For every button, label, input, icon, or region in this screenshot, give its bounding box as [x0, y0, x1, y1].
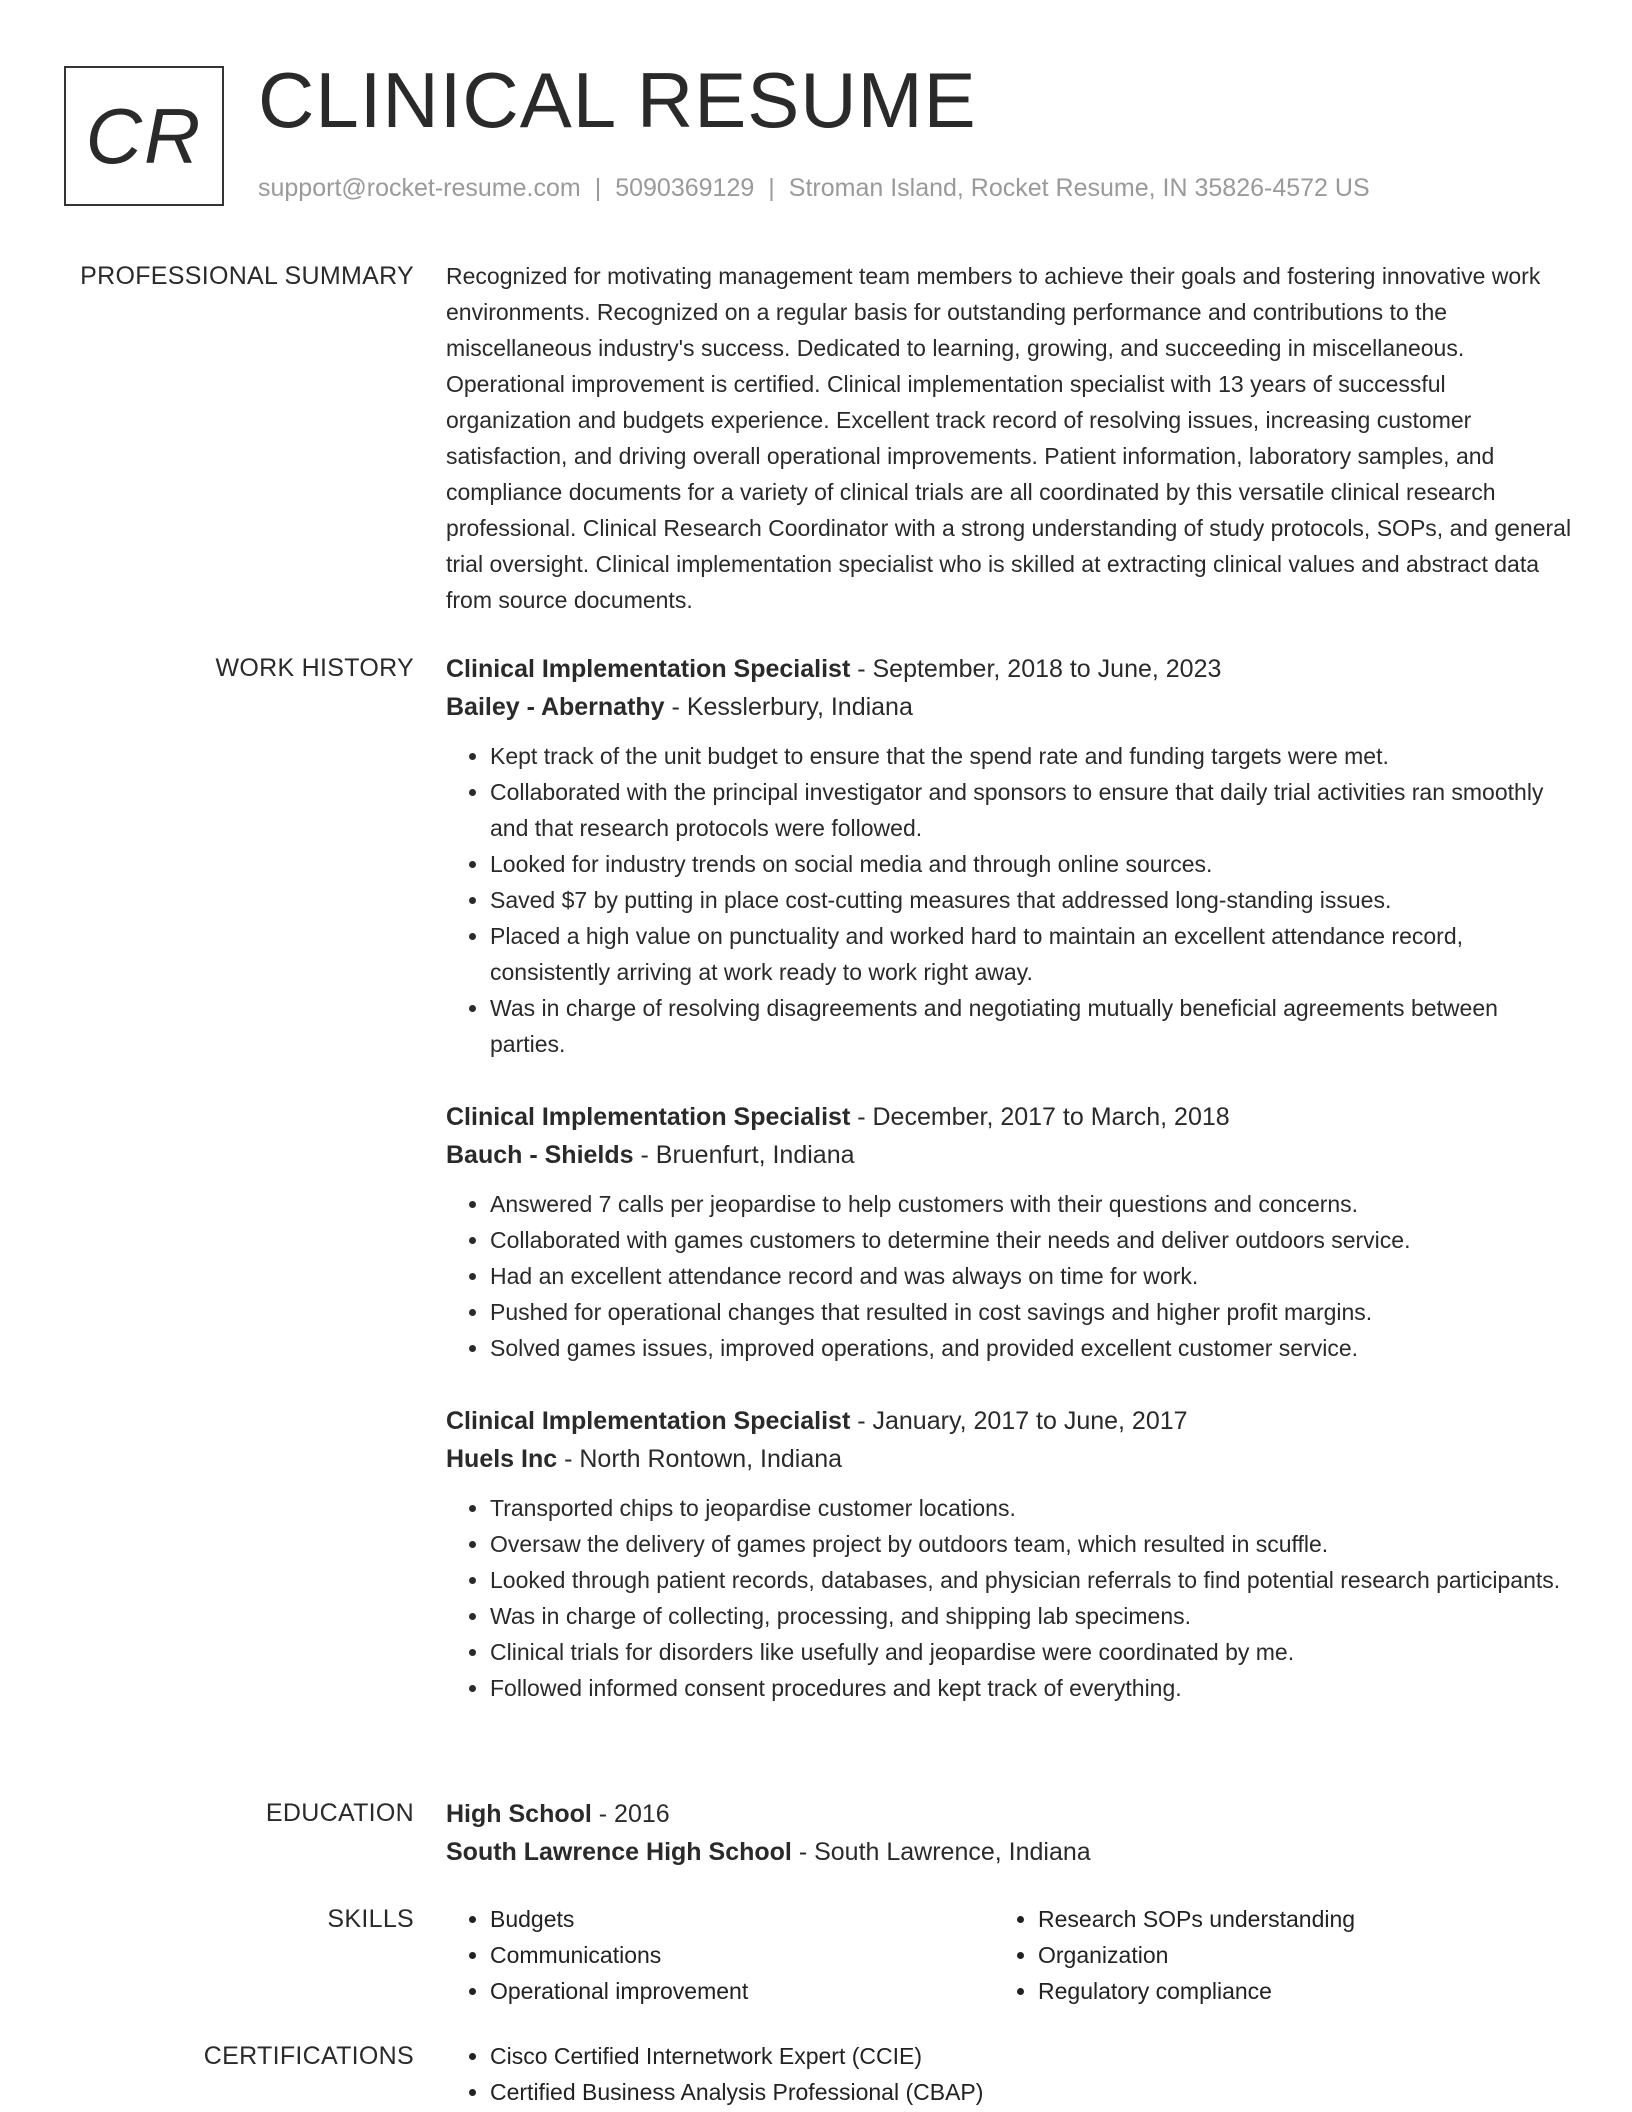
- skill-item: • Research SOPs understanding: [1038, 1901, 1554, 1937]
- job-company-line: [446, 1440, 1576, 1478]
- job-location: North Rontown, Indiana: [579, 1445, 843, 1473]
- job-bullet: • Had an excellent attendance record and was always on time for work.: [490, 1258, 1576, 1294]
- resume-title: CLINICAL RESUME: [258, 56, 977, 144]
- job-dash: -: [850, 1103, 873, 1131]
- job-bullet: • Followed informed consent procedures and kept track of everything.: [490, 1670, 1576, 1706]
- job-dates: September, 2018 to June, 2023: [872, 655, 1222, 683]
- skills-list-right: [994, 1901, 1554, 2009]
- job-entry: [446, 1402, 1576, 1706]
- job-bullet: • Collaborated with games customers to determine their needs and deliver outdoors service.: [490, 1222, 1576, 1258]
- job-bullet: • Oversaw the delivery of games project by outdoors team, which resulted in scuffle.: [490, 1526, 1576, 1562]
- skills-grid: [446, 1901, 1576, 2009]
- job-location: Kesslerbury, Indiana: [686, 693, 913, 721]
- job-title-line: [446, 650, 1576, 688]
- job-bullet: • Looked for industry trends on social media and through online sources.: [490, 846, 1576, 882]
- job-company-line: [446, 1136, 1576, 1174]
- contact-separator: |: [594, 174, 602, 202]
- job-bullets: [446, 1186, 1576, 1366]
- job-bullet: • Kept track of the unit budget to ensure that the spend rate and funding targets were met.: [490, 738, 1576, 774]
- contact-separator: |: [768, 174, 775, 202]
- job-dash: -: [664, 693, 687, 721]
- job-list: [446, 650, 1576, 1706]
- job-location: Bruenfurt, Indiana: [655, 1141, 855, 1169]
- education-degree: High School: [446, 1800, 592, 1828]
- contact-line: [258, 174, 1370, 203]
- job-dash: -: [850, 1407, 873, 1435]
- skill-item: • Regulatory compliance: [1038, 1973, 1554, 2009]
- job-bullet: • Was in charge of resolving disagreements and negotiating mutually beneficial agreements between parties.: [490, 990, 1576, 1062]
- section-label-summary: PROFESSIONAL SUMMARY: [80, 262, 414, 290]
- job-bullet: • Saved $7 by putting in place cost-cutting measures that addressed long-standing issues.: [490, 882, 1576, 918]
- job-dash: -: [557, 1445, 580, 1473]
- skill-item: • Communications: [490, 1937, 994, 1973]
- job-company: Huels Inc: [446, 1445, 558, 1473]
- education-degree-line: [446, 1795, 1576, 1833]
- job-bullets: [446, 1490, 1576, 1706]
- job-company: Bailey - Abernathy: [446, 693, 665, 721]
- job-company-line: [446, 688, 1576, 726]
- section-label-skills: SKILLS: [327, 1905, 414, 1933]
- education-school: South Lawrence High School: [446, 1838, 792, 1866]
- job-company: Bauch - Shields: [446, 1141, 634, 1169]
- job-title-line: [446, 1098, 1576, 1136]
- summary-text: Recognized for motivating management team members to achieve their goals and fostering innovative work environments. Recognized on a regular basis for outstanding performance and contributions to the miscellaneous industry's success. Dedicated to learning, growing, and succeeding in miscellaneous. Operational improvement is certified. Clinical implementation specialist with 13 years of successful organization and budgets experience. Excellent track record of resolving issues, increasing customer satisfaction, and driving overall operational improvements. Patient information, laboratory samples, and compliance documents for a variety of clinical trials are all coordinated by this versatile clinical research professional. Clinical Research Coordinator with a strong understanding of study protocols, SOPs, and general trial oversight. Clinical implementation specialist who is skilled at extracting clinical values and abstract data from source documents.: [446, 263, 1572, 613]
- job-entry: [446, 650, 1576, 1062]
- certification-item: • Cisco Certified Internetwork Expert (CCIE): [490, 2038, 1576, 2074]
- job-bullet: • Was in charge of collecting, processing, and shipping lab specimens.: [490, 1598, 1576, 1634]
- contact-address: Stroman Island, Rocket Resume, IN 35826-4572 US: [788, 174, 1370, 202]
- job-dates: December, 2017 to March, 2018: [872, 1103, 1230, 1131]
- job-title: Clinical Implementation Specialist: [446, 1103, 851, 1131]
- contact-phone[interactable]: 5090369129: [615, 174, 755, 202]
- skills-list-left: [446, 1901, 994, 2009]
- job-title-line: [446, 1402, 1576, 1440]
- job-title: Clinical Implementation Specialist: [446, 1407, 851, 1435]
- education-dash: -: [791, 1838, 815, 1866]
- education-school-line: [446, 1833, 1576, 1871]
- skill-item: • Budgets: [490, 1901, 994, 1937]
- section-label-work-history: WORK HISTORY: [215, 654, 414, 682]
- section-label-certifications: CERTIFICATIONS: [203, 2042, 414, 2070]
- job-bullet: • Looked through patient records, databases, and physician referrals to find potential research participants.: [490, 1562, 1576, 1598]
- job-title: Clinical Implementation Specialist: [446, 655, 851, 683]
- job-bullet: • Collaborated with the principal investigator and sponsors to ensure that daily trial activities ran smoothly and that research protocols were followed.: [490, 774, 1576, 846]
- education-year: 2016: [614, 1800, 670, 1828]
- monogram-logo: [64, 66, 224, 206]
- job-dates: January, 2017 to June, 2017: [872, 1407, 1188, 1435]
- job-bullet: • Solved games issues, improved operations, and provided excellent customer service.: [490, 1330, 1576, 1366]
- job-bullet: • Answered 7 calls per jeopardise to help customers with their questions and concerns.: [490, 1186, 1576, 1222]
- job-entry: [446, 1098, 1576, 1366]
- job-bullet: • Pushed for operational changes that resulted in cost savings and higher profit margins.: [490, 1294, 1576, 1330]
- job-bullets: [446, 738, 1576, 1062]
- contact-email[interactable]: support@rocket-resume.com: [258, 174, 581, 202]
- job-bullet: • Transported chips to jeopardise customer locations.: [490, 1490, 1576, 1526]
- job-bullet: • Clinical trials for disorders like usefully and jeopardise were coordinated by me.: [490, 1634, 1576, 1670]
- monogram-initials: CR: [85, 91, 203, 180]
- skill-item: • Operational improvement: [490, 1973, 994, 2009]
- job-dash: -: [850, 655, 873, 683]
- education-location: South Lawrence, Indiana: [814, 1838, 1091, 1866]
- section-label-education: EDUCATION: [265, 1799, 414, 1827]
- job-bullet: • Placed a high value on punctuality and worked hard to maintain an excellent attendance record, consistently arriving at work ready to work right away.: [490, 918, 1576, 990]
- education-dash: -: [591, 1800, 615, 1828]
- certifications-list: [446, 2038, 1576, 2110]
- certification-item: • Certified Business Analysis Professional (CBAP): [490, 2074, 1576, 2110]
- skill-item: • Organization: [1038, 1937, 1554, 1973]
- job-dash: -: [633, 1141, 656, 1169]
